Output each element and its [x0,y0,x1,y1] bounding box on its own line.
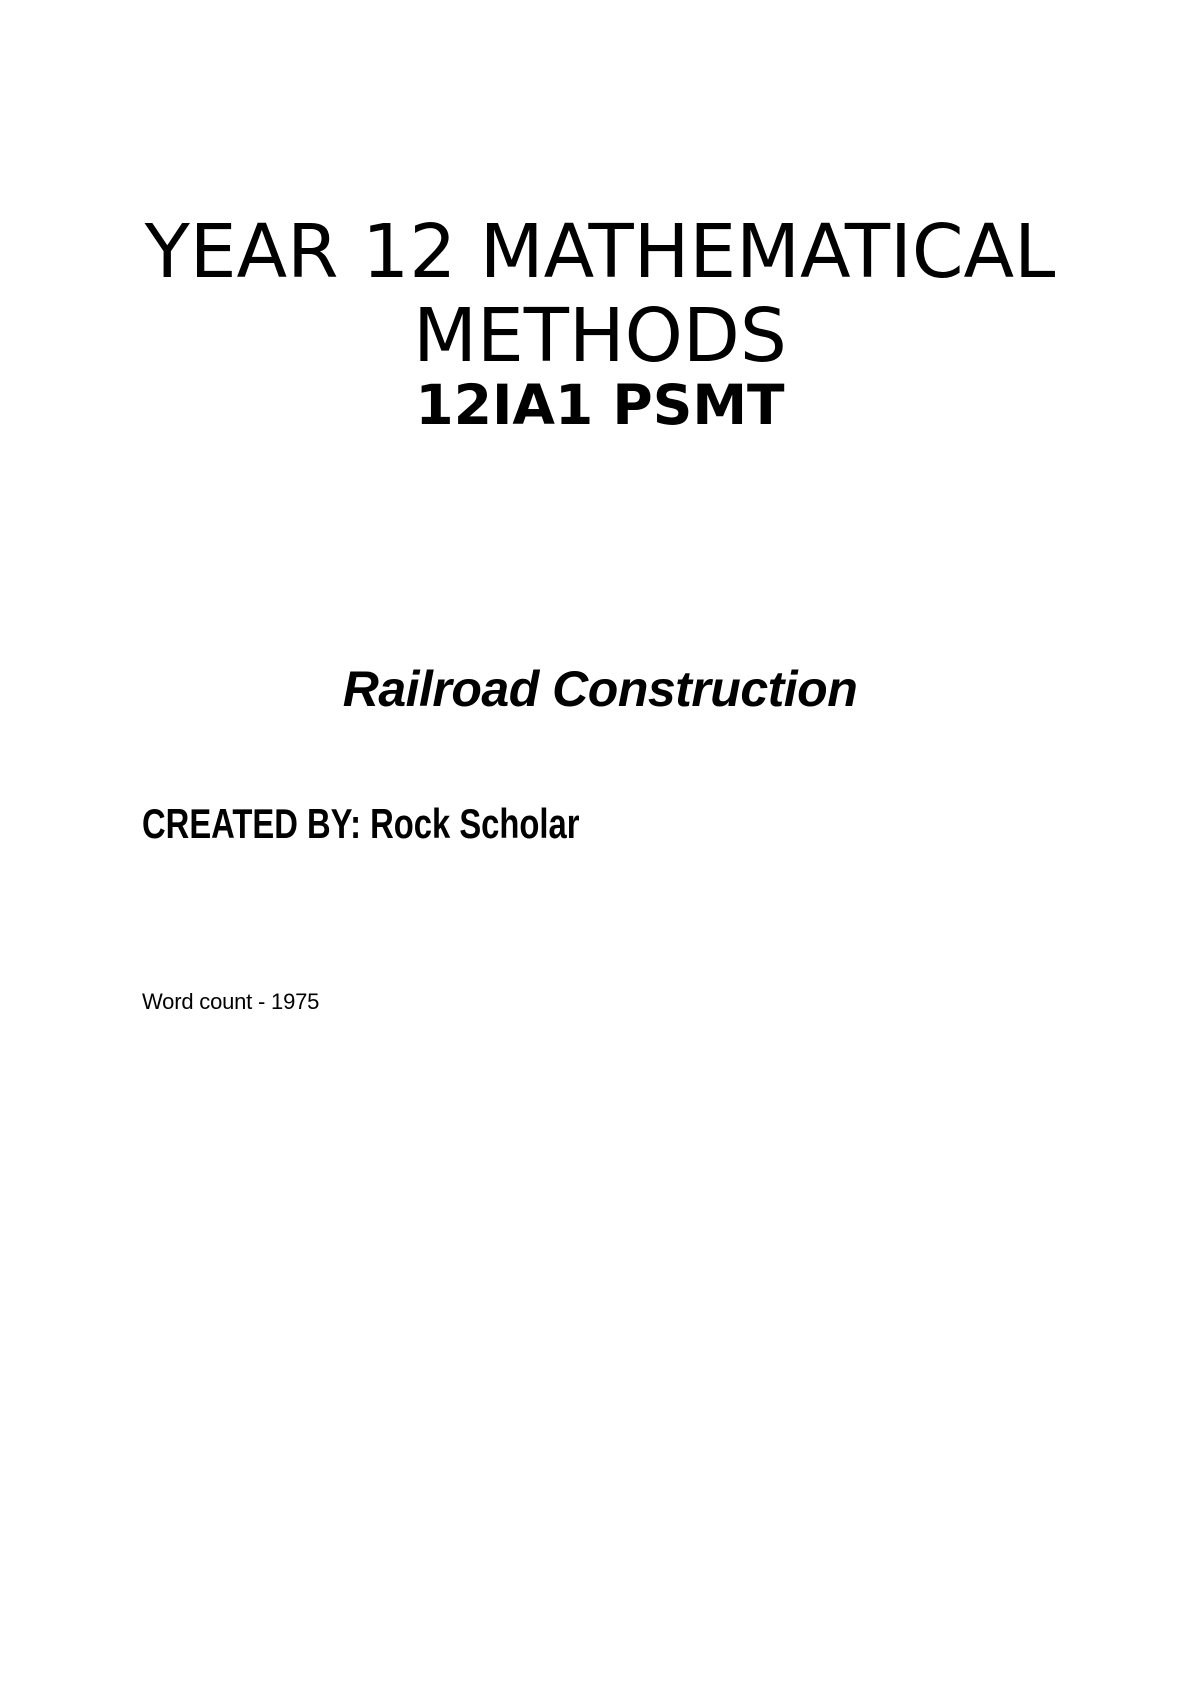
document-title: YEAR 12 MATHEMATICAL METHODS [144,209,1056,379]
word-count-line: Word count - 1975 [142,989,320,1014]
project-heading: Railroad Construction [342,661,858,717]
document-subtitle: 12IA1 PSMT [415,373,785,437]
author-line: CREATED BY: Rock Scholar [142,800,580,847]
